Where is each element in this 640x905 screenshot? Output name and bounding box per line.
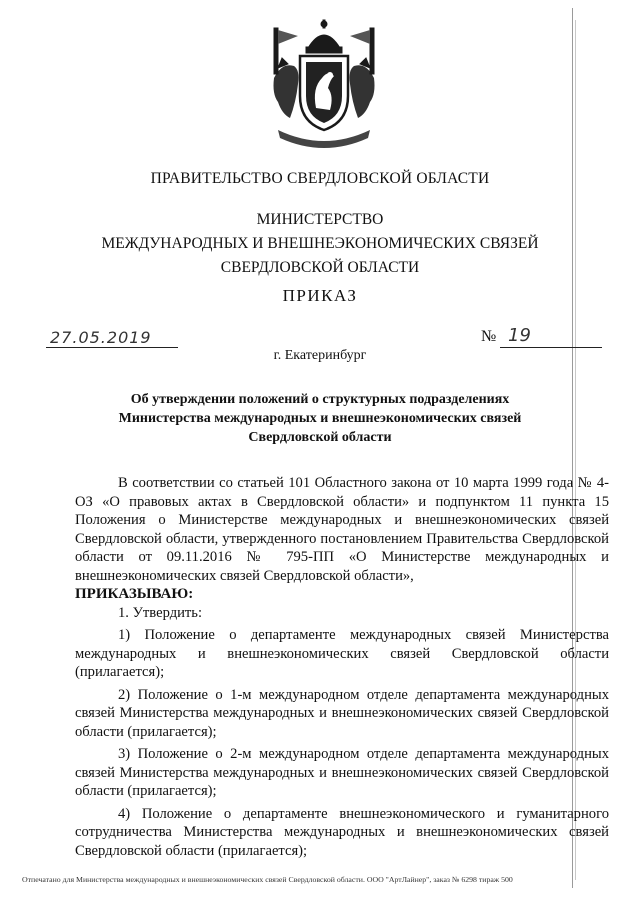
coat-of-arms-icon [268, 18, 380, 154]
government-title: ПРАВИТЕЛЬСТВО СВЕРДЛОВСКОЙ ОБЛАСТИ [150, 170, 490, 187]
city: г. Екатеринбург [273, 348, 367, 363]
ministry-title [0, 208, 640, 280]
item-1-2: 2) Положение о 1-м международном отделе департамента международных связей Министерства международных и внешнеэкономических связей Свердловской области (прилагается); [75, 686, 609, 740]
order-body [75, 474, 609, 860]
item-1-4: 4) Положение о департаменте внешнеэкономического и гуманитарного сотрудничества Министерства международных и внешнеэкономических связей Свердловской области (прилагается); [75, 805, 609, 859]
subject-line: Об утверждении положений о структурных подразделениях [130, 392, 510, 407]
item-1-1: 1) Положение о департаменте международных связей Министерства международных и внешнеэкономических связей Свердловской области (прилагается); [75, 627, 609, 680]
ministry-title-line: МИНИСТЕРСТВО [256, 211, 384, 228]
order-number: 19 [508, 325, 531, 346]
order-keyword: ПРИКАЗЫВАЮ: [75, 586, 194, 602]
number-label: № [481, 328, 497, 345]
order-subject [60, 390, 580, 447]
subject-line: Министерства международных и внешнеэкономических связей [118, 411, 522, 426]
ministry-title-line: СВЕРДЛОВСКОЙ ОБЛАСТИ [220, 259, 420, 276]
subject-line: Свердловской области [248, 430, 392, 445]
item-1-3: 3) Положение о 2-м международном отделе департамента международных связей Министерства международных и внешнеэкономических связей Свердловской области (прилагается); [75, 746, 609, 799]
print-imprint: Отпечатано для Министерства международных и внешнеэкономических связей Свердловской области. ООО "АртЛайнер", заказ № 6298 тираж 500 [22, 875, 513, 884]
ministry-title-line: МЕЖДУНАРОДНЫХ И ВНЕШНЕЭКОНОМИЧЕСКИХ СВЯЗЕЙ [101, 235, 539, 252]
order-date: 27.05.2019 [50, 328, 152, 347]
document-type: ПРИКАЗ [282, 286, 358, 305]
item-1: 1. Утвердить: [118, 604, 203, 621]
preamble-paragraph: В соответствии со статьей 101 Областного закона от 10 марта 1999 года № 4-ОЗ «О правовых актах в Свердловской области» и подпунктом 11 пункта 15 Положения о Министерстве международных и внешнеэкономических связей Свердловской области, утвержденного постановлением Правительства Свердловской области от 09.11.2016 № 795-ПП «О Министерстве международных и внешнеэкономических связей Свердловской области», [75, 475, 609, 584]
